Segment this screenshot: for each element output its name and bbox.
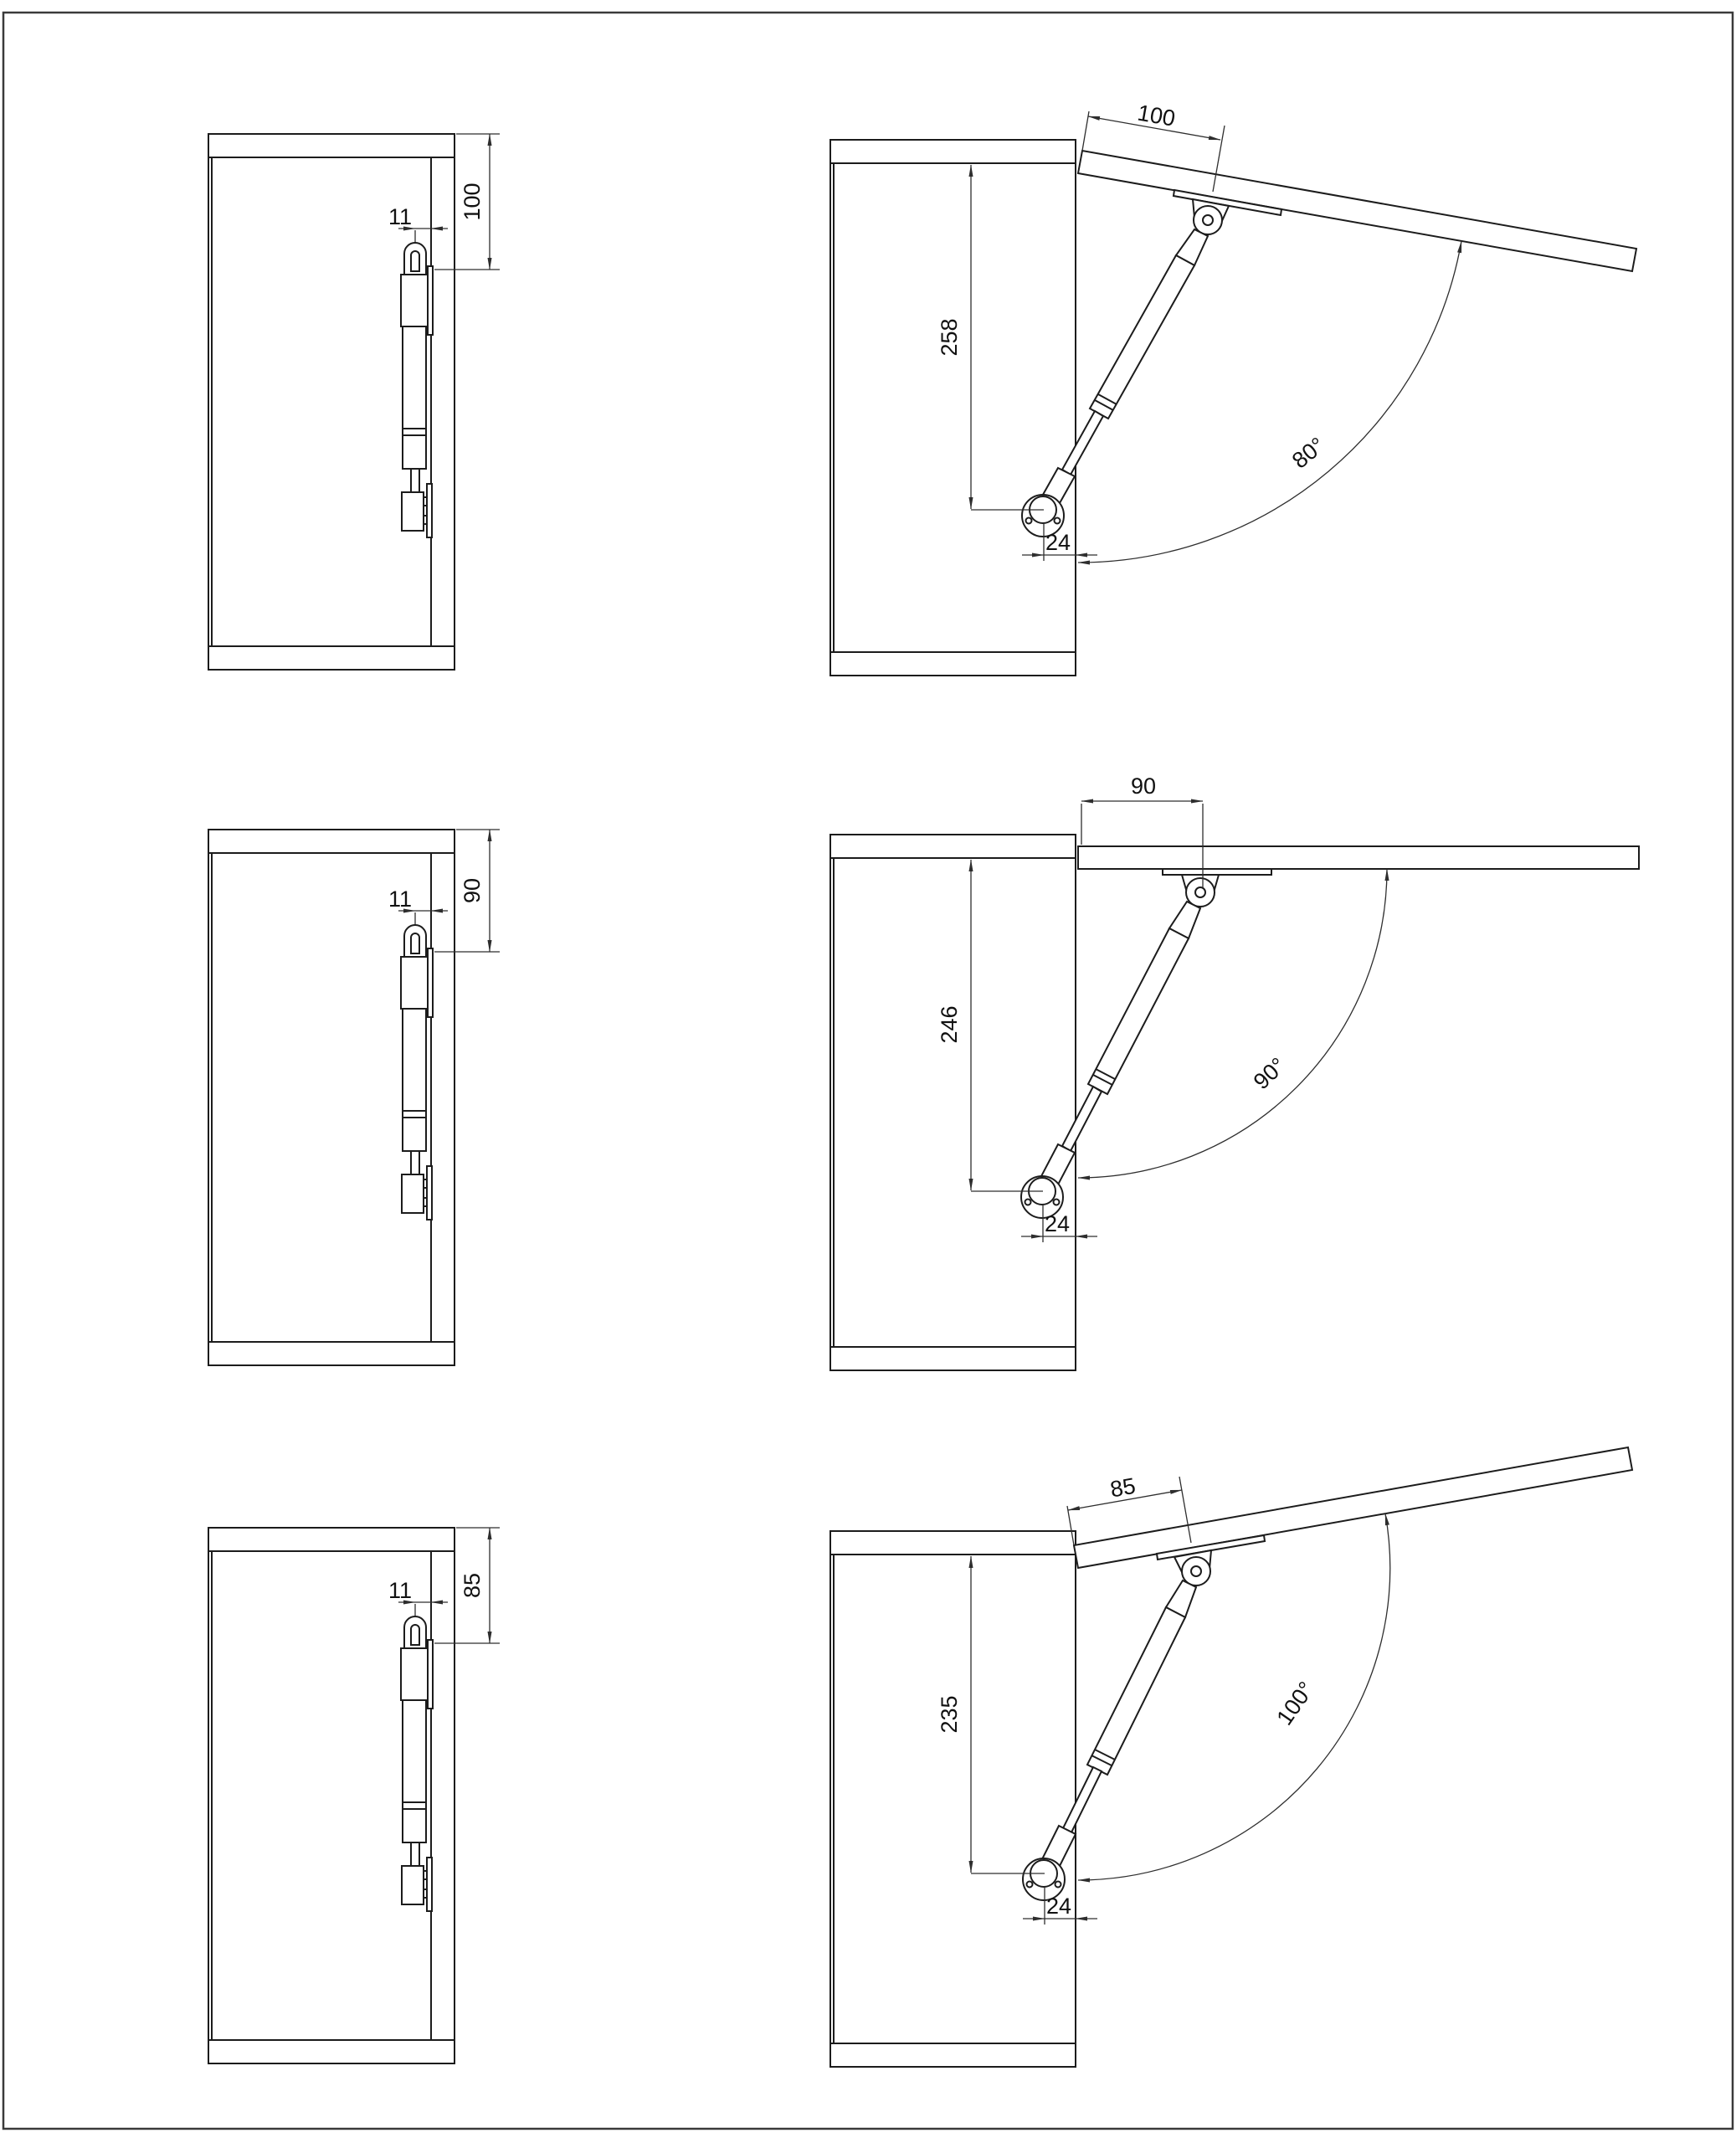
lid-100: [1074, 1447, 1632, 1568]
dim-pivot-height-90: 246: [937, 1005, 962, 1044]
open-view-100: [830, 1447, 1632, 2067]
strut-rod-100: [1063, 1767, 1102, 1832]
dim-pivot-height-80: 258: [937, 318, 962, 357]
strut-rod-90: [1062, 1087, 1102, 1151]
angle-label-90: 90°: [1248, 1052, 1292, 1095]
strut-cylinder-80: [1090, 255, 1194, 419]
dim-edge-offset-80: 24: [1045, 530, 1071, 555]
dim-pivot-height-100: 235: [937, 1695, 962, 1734]
closed-view-80: [208, 134, 500, 670]
closed-view-100: [208, 1528, 500, 2063]
lid-90: [1078, 846, 1639, 869]
strut-cylinder-100: [1087, 1607, 1185, 1775]
dim-lid-bracket-90: 90: [1130, 773, 1157, 799]
dim-lid-bracket-80: 100: [1135, 100, 1178, 131]
row-90-degree: [208, 773, 1639, 1370]
open-view-80: [830, 100, 1636, 676]
dim-mount-height-80: 100: [460, 182, 485, 221]
sheet-border: [3, 13, 1733, 2129]
dim-edge-offset-90: 24: [1044, 1211, 1071, 1236]
dim-strut-offset-80: 11: [388, 204, 412, 229]
lid-bracket-plate-90: [1163, 869, 1271, 875]
angle-label-100: 100°: [1271, 1677, 1319, 1730]
dim-lid-bracket-100: 85: [1108, 1472, 1138, 1503]
dim-edge-offset-100: 24: [1045, 1894, 1072, 1919]
dim-mount-height-90: 90: [460, 877, 485, 904]
dim-strut-offset-90: 11: [388, 886, 412, 912]
row-80-degree: [208, 100, 1636, 676]
opening-arc-80: [1078, 241, 1461, 563]
dim-mount-height-100: 85: [460, 1572, 485, 1599]
lid-80: [1078, 151, 1636, 271]
strut-rod-80: [1062, 411, 1103, 475]
dim-strut-offset-100: 11: [388, 1578, 412, 1603]
angle-label-80: 80°: [1287, 432, 1330, 474]
closed-view-90: [208, 830, 500, 1365]
row-100-degree: [208, 1447, 1632, 2067]
open-view-90: [830, 773, 1639, 1370]
strut-cylinder-90: [1088, 928, 1189, 1094]
